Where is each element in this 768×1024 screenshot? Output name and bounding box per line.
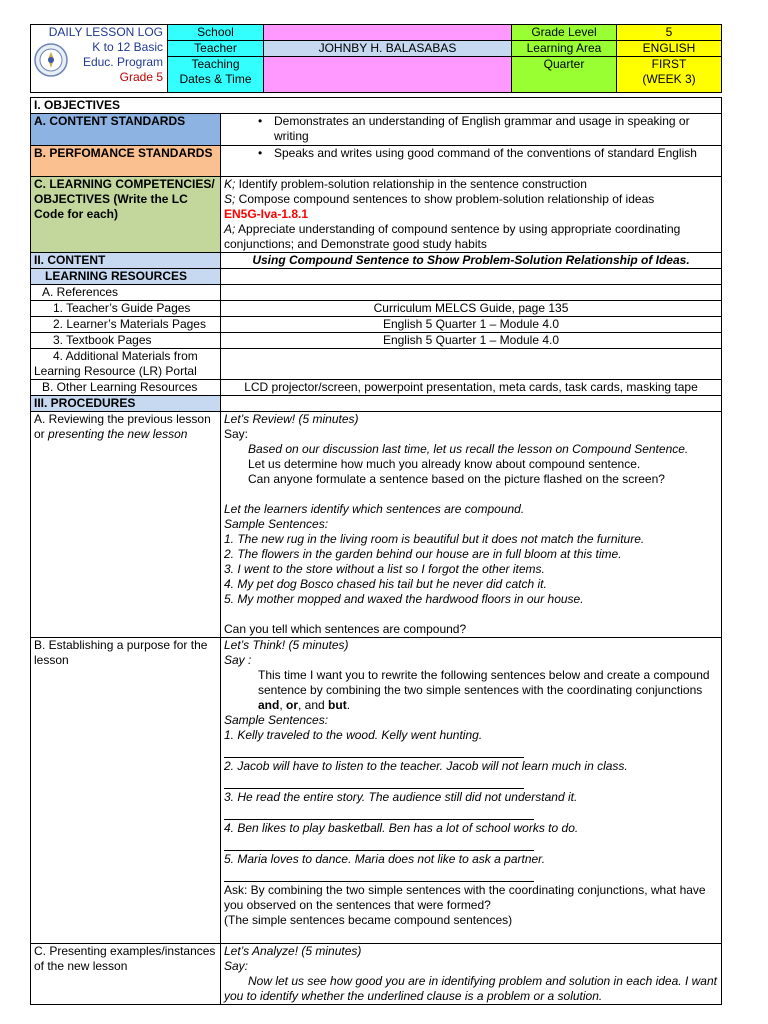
procedure-c-say: Say:	[224, 959, 249, 973]
procedure-a-sentence: 2. The flowers in the garden behind our house are in full bloom at this time.	[224, 547, 622, 561]
procedure-b-sample: Sample Sentences:	[224, 713, 329, 727]
procedure-a-line: Can anyone formulate a sentence based on the picture flashed on the screen?	[248, 472, 665, 486]
lesson-log-page	[30, 24, 721, 1005]
s-prefix: S;	[224, 192, 236, 206]
header-table	[30, 24, 722, 93]
quarter-value-line1: FIRST	[651, 57, 687, 71]
other-resources-value: LCD projector/screen, powerpoint presentation, meta cards, task cards, masking tape	[221, 380, 722, 396]
procedure-b-label: B. Establishing a purpose for the lesson	[31, 638, 221, 944]
procedure-a-sample: Sample Sentences:	[224, 517, 329, 531]
procedure-a-line: Let us determine how much you already know about compound sentence.	[248, 457, 641, 471]
learning-resources-heading: LEARNING RESOURCES	[31, 269, 221, 285]
learning-area-label: Learning Area	[512, 41, 617, 57]
references-label: A. References	[31, 285, 221, 301]
grade-label: Grade 5	[119, 70, 163, 84]
additional-label-line1: 4. Additional Materials from	[53, 349, 198, 363]
procedure-a-line: Based on our discussion last time, let us recall the lesson on Compound Sentence.	[248, 442, 689, 456]
procedure-b-sentence: 4. Ben likes to play basketball. Ben has a lot of school works to do.	[224, 821, 579, 835]
procedure-a-content	[221, 412, 722, 638]
procedure-b-comma2: , and	[298, 698, 329, 712]
dates-value	[264, 57, 512, 93]
other-resources-label: B. Other Learning Resources	[31, 380, 221, 396]
procedure-b-sentence: 5. Maria loves to dance. Maria does not like to ask a partner.	[224, 852, 546, 866]
answer-line	[224, 774, 524, 789]
procedure-b-content	[221, 638, 722, 944]
procedure-c-content	[221, 944, 722, 1005]
resource-label: 1. Teacher’s Guide Pages	[31, 301, 221, 317]
dates-label-line2: Dates & Time	[179, 72, 252, 86]
dates-label	[168, 57, 264, 93]
dates-label-line1: Teaching	[191, 57, 240, 71]
procedure-a-identify: Let the learners identify which sentences are compound.	[224, 502, 525, 516]
quarter-value-line2: (WEEK 3)	[642, 72, 696, 86]
resource-label: 3. Textbook Pages	[31, 333, 221, 349]
procedure-b-answer: (The simple sentences became compound sentences)	[224, 913, 513, 927]
conj-or: or	[286, 698, 299, 712]
procedure-a-label-plain: A. Reviewing the previous lesson or	[34, 412, 211, 441]
school-label: School	[168, 25, 264, 41]
procedure-b-ask: Ask: By combining the two simple sentences with the coordinating conjunctions, what have you observed on the sentences that were formed?	[224, 883, 706, 912]
procedure-b-sentence: 2. Jacob will have to listen to the teacher. Jacob will not learn much in class.	[224, 759, 628, 773]
performance-standards-cell	[221, 146, 722, 177]
resource-value: English 5 Quarter 1 – Module 4.0	[221, 333, 722, 349]
program-line1: K to 12 Basic	[92, 40, 163, 54]
procedure-b-intro-block	[224, 668, 718, 713]
content-standards-text: • Demonstrates an understanding of English grammar and usage in speaking or writing	[224, 114, 718, 144]
procedure-b-comma1: ,	[279, 698, 287, 712]
procedures-heading: III. PROCEDURES	[31, 396, 221, 412]
answer-line	[224, 836, 534, 851]
k-text: Identify problem-solution relationship in the sentence construction	[235, 177, 587, 191]
procedure-a-title: Let’s Review! (5 minutes)	[224, 412, 359, 426]
header-title-cell	[31, 25, 168, 93]
teacher-value: JOHNBY H. BALASABAS	[264, 41, 512, 57]
program-line2: Educ. Program	[82, 55, 163, 69]
procedure-a-sentence: 4. My pet dog Bosco chased his tail but he never did catch it.	[224, 577, 547, 591]
content-text: Using Compound Sentence to Show Problem-Solution Relationship of Ideas.	[221, 253, 722, 269]
procedure-a-label-italic: presenting the new lesson	[48, 427, 188, 441]
a-prefix: A;	[224, 222, 236, 236]
procedure-a-say: Say:	[224, 427, 249, 441]
answer-line	[224, 805, 534, 820]
procedure-a-sentence: 5. My mother mopped and waxed the hardwood floors in our house.	[224, 592, 584, 606]
resource-label: 2. Learner’s Materials Pages	[31, 317, 221, 333]
performance-standards-text: • Speaks and writes using good command of the conventions of standard English	[224, 146, 718, 161]
conj-but: but	[328, 698, 347, 712]
references-blank	[221, 285, 722, 301]
resource-value: English 5 Quarter 1 – Module 4.0	[221, 317, 722, 333]
competencies-label: C. LEARNING COMPETENCIES/ OBJECTIVES (Write the LC Code for each)	[31, 177, 221, 253]
s-text: Compose compound sentences to show problem-solution relationship of ideas	[235, 192, 655, 206]
resource-value: Curriculum MELCS Guide, page 135	[221, 301, 722, 317]
additional-materials-value	[221, 349, 722, 380]
a-text: Appreciate understanding of compound sentence by using appropriate coordinating conjunctions; and Demonstrate good study habits	[224, 222, 681, 251]
additional-label-line2: Learning Resource (LR) Portal	[34, 364, 197, 378]
procedure-a-sentence: 1. The new rug in the living room is beautiful but it does not match the furniture.	[224, 532, 645, 546]
procedure-b-period: .	[346, 698, 351, 712]
procedure-a-label	[31, 412, 221, 638]
procedure-b-sentence: 1. Kelly traveled to the wood. Kelly went hunting.	[224, 728, 483, 742]
procedure-b-say: Say :	[224, 653, 252, 667]
content-standards-cell	[221, 114, 722, 146]
performance-standards-label: B. PERFOMANCE STANDARDS	[31, 146, 221, 177]
log-title: DAILY LESSON LOG	[48, 25, 163, 39]
procedure-b-intro: This time I want you to rewrite the following sentences below and create a compound sentence by combining the two simple sentences with the coordinating conjunctions	[258, 668, 710, 697]
school-value	[264, 25, 512, 41]
answer-line	[224, 743, 524, 758]
procedure-c-text: Now let us see how good you are in identifying problem and solution in each idea. I want you to identify whether the underlined clause is a problem or a solution.	[224, 974, 717, 1003]
procedure-b-sentence: 3. He read the entire story. The audience still did not understand it.	[224, 790, 578, 804]
content-label: II. CONTENT	[31, 253, 221, 269]
procedure-a-sentence: 3. I went to the store without a list so I forgot the other items.	[224, 562, 545, 576]
learning-resources-blank	[221, 269, 722, 285]
procedure-c-title: Let’s Analyze! (5 minutes)	[224, 944, 362, 958]
lc-code: EN5G-Iva-1.8.1	[224, 207, 309, 221]
teacher-label: Teacher	[168, 41, 264, 57]
procedure-a-question: Can you tell which sentences are compound?	[224, 622, 467, 636]
quarter-value	[617, 57, 722, 93]
quarter-label: Quarter	[512, 57, 617, 93]
content-standards-label: A. CONTENT STANDARDS	[31, 114, 221, 146]
procedure-b-title: Let’s Think! (5 minutes)	[224, 638, 349, 652]
k-prefix: K;	[224, 177, 236, 191]
answer-line	[224, 867, 534, 882]
grade-level-value: 5	[617, 25, 722, 41]
procedure-c-label: C. Presenting examples/instances of the new lesson	[31, 944, 221, 1005]
competencies-cell	[221, 177, 722, 253]
lesson-table	[30, 97, 722, 1005]
objectives-heading: I. OBJECTIVES	[31, 98, 722, 114]
conj-and: and	[258, 698, 280, 712]
grade-level-label: Grade Level	[512, 25, 617, 41]
additional-materials-label	[31, 349, 221, 380]
procedures-blank	[221, 396, 722, 412]
learning-area-value: ENGLISH	[617, 41, 722, 57]
